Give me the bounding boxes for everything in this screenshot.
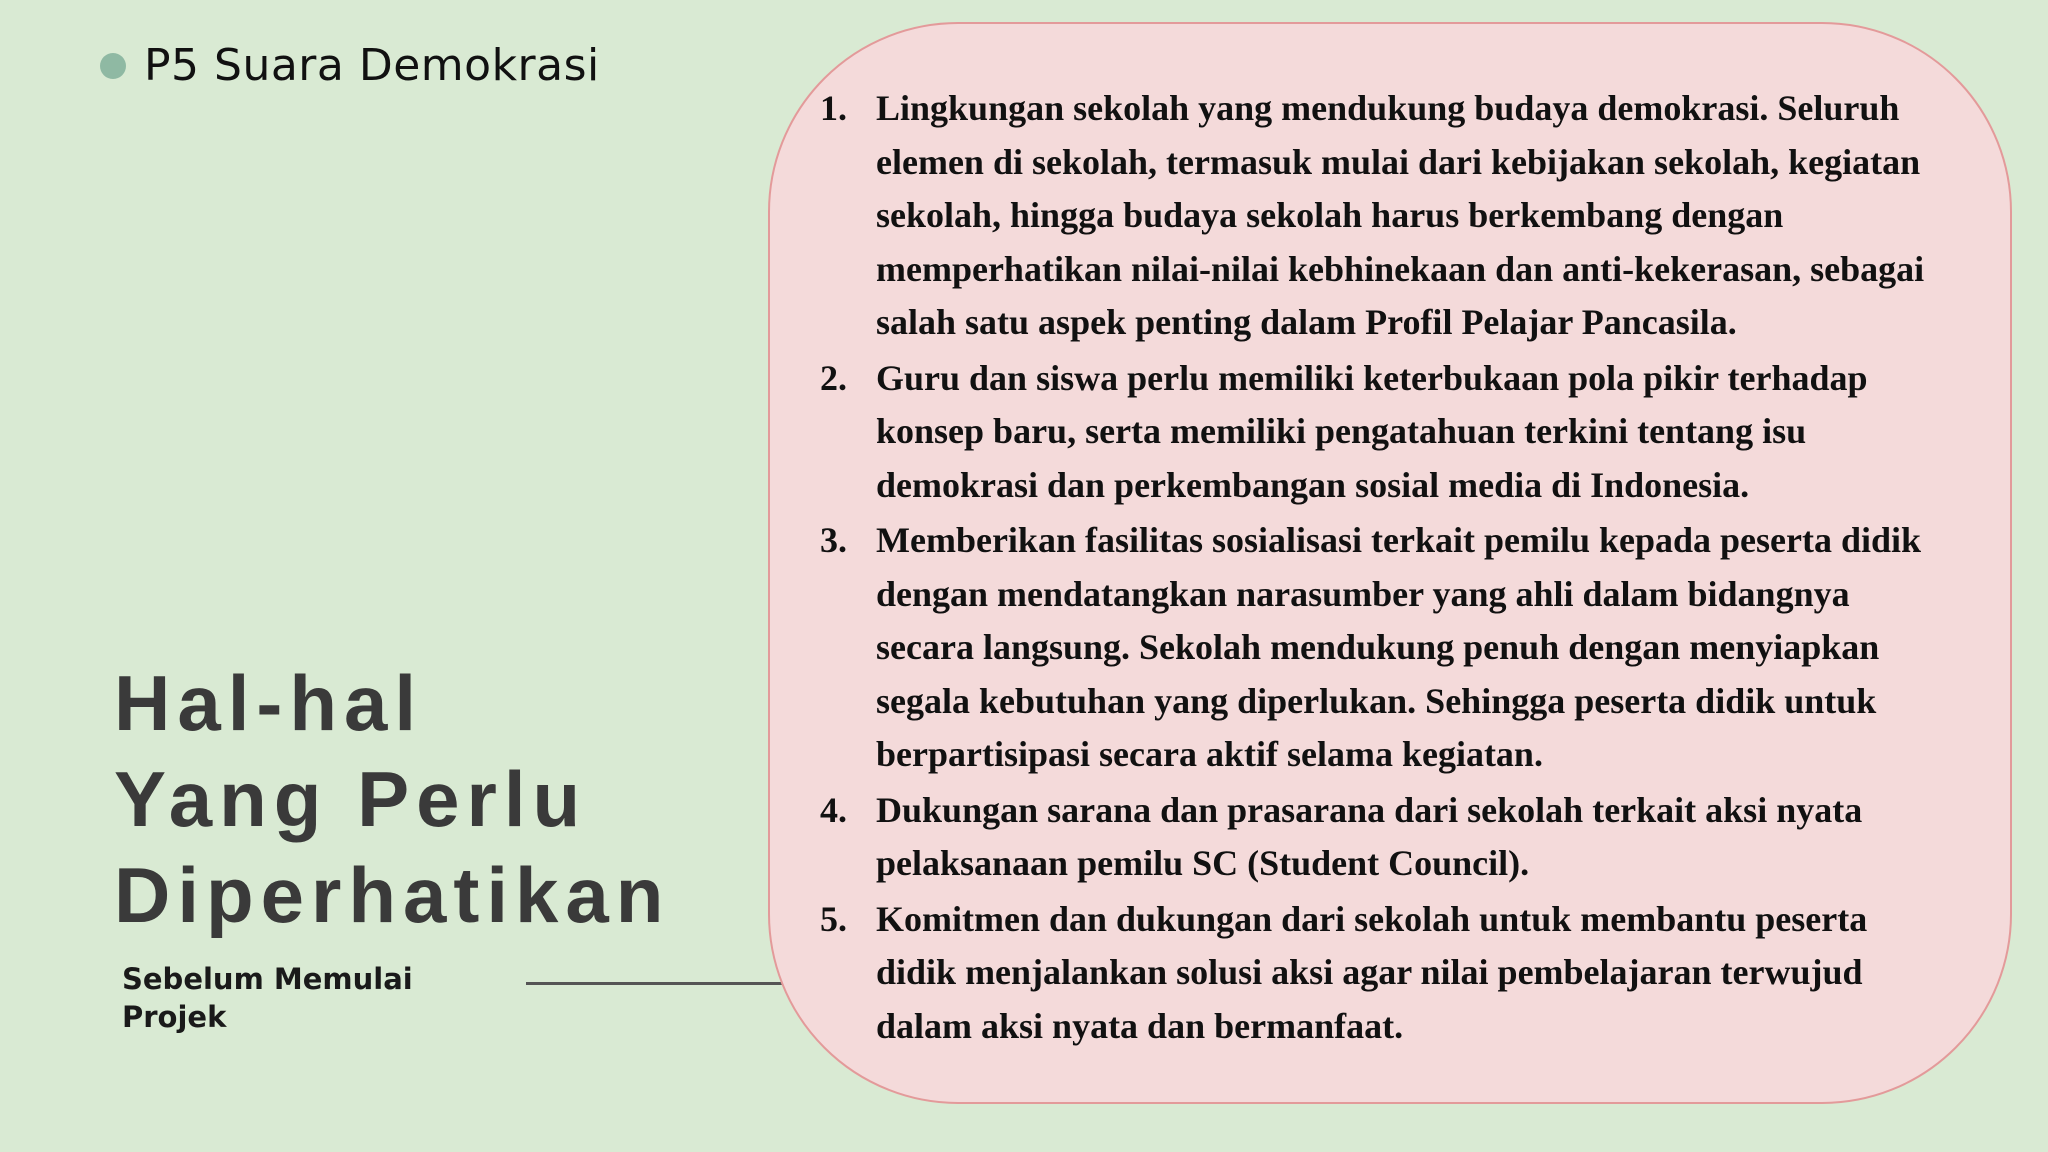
- slide-title-line-1: Hal-hal: [114, 659, 424, 747]
- list-item-line: demokrasi dan perkembangan sosial media di Indonesia.: [876, 464, 1750, 505]
- list-item-line: didik menjalankan solusi aksi agar nilai pembelajaran terwujud: [876, 952, 1863, 992]
- list-item-line: Lingkungan sekolah yang mendukung budaya demokrasi. Seluruh: [876, 88, 1900, 128]
- list-item-line: Dukungan sarana dan prasarana dari sekolah terkait aksi nyata: [876, 789, 1863, 830]
- list-item: [820, 514, 1960, 782]
- slide-subtitle-line-2: Projek: [122, 1000, 227, 1034]
- list-item-number: 4.: [820, 789, 847, 830]
- list-item-line: berpartisipasi secara aktif selama kegiatan.: [876, 734, 1543, 774]
- list-item: [820, 352, 1960, 513]
- list-item-line: konsep baru, serta memiliki pengatahuan terkini tentang isu: [876, 411, 1807, 451]
- slide-title-line-3: Diperhatikan: [114, 851, 671, 939]
- list-item-line: dalam aksi nyata dan bermanfaat.: [876, 1005, 1404, 1046]
- list-item-number: 3.: [820, 520, 847, 560]
- list-item-line: Guru dan siswa perlu memiliki keterbukaan pola pikir terhadap: [876, 357, 1868, 398]
- brand-header: [100, 40, 600, 91]
- connector-line: [526, 982, 784, 985]
- list-item-line: segala kebutuhan yang diperlukan. Sehingga peserta didik untuk: [876, 680, 1877, 721]
- list-item: [820, 82, 1960, 350]
- list-item-number: 1.: [820, 88, 847, 128]
- list-item-line: pelaksanaan pemilu SC (Student Council).: [876, 843, 1530, 883]
- list-item-line: salah satu aspek penting dalam Profil Pelajar Pancasila.: [876, 302, 1737, 342]
- requirements-list: [820, 82, 1960, 1055]
- list-item: [820, 784, 1960, 891]
- slide-subtitle-line-1: Sebelum Memulai: [122, 962, 413, 996]
- list-item-number: 2.: [820, 357, 847, 398]
- brand-label: P5 Suara Demokrasi: [144, 40, 600, 91]
- list-item-line: elemen di sekolah, termasuk mulai dari kebijakan sekolah, kegiatan: [876, 141, 1921, 182]
- list-item-line: dengan mendatangkan narasumber yang ahli dalam bidangnya: [876, 573, 1850, 614]
- list-item-line: Memberikan fasilitas sosialisasi terkait pemilu kepada peserta didik: [876, 520, 1922, 560]
- list-item-number: 5.: [820, 898, 847, 939]
- slide-title-line-2: Yang Perlu: [114, 755, 588, 843]
- bullet-dot-icon: [100, 53, 126, 79]
- list-item-line: Komitmen dan dukungan dari sekolah untuk membantu peserta: [876, 898, 1868, 939]
- slide-subtitle: [122, 960, 452, 1036]
- list-item-line: memperhatikan nilai-nilai kebhinekaan dan anti-kekerasan, sebagai: [876, 248, 1925, 289]
- list-item: [820, 893, 1960, 1054]
- slide-title: [114, 655, 754, 943]
- list-item-line: secara langsung. Sekolah mendukung penuh dengan menyiapkan: [876, 627, 1880, 667]
- list-item-line: sekolah, hingga budaya sekolah harus berkembang dengan: [876, 195, 1784, 235]
